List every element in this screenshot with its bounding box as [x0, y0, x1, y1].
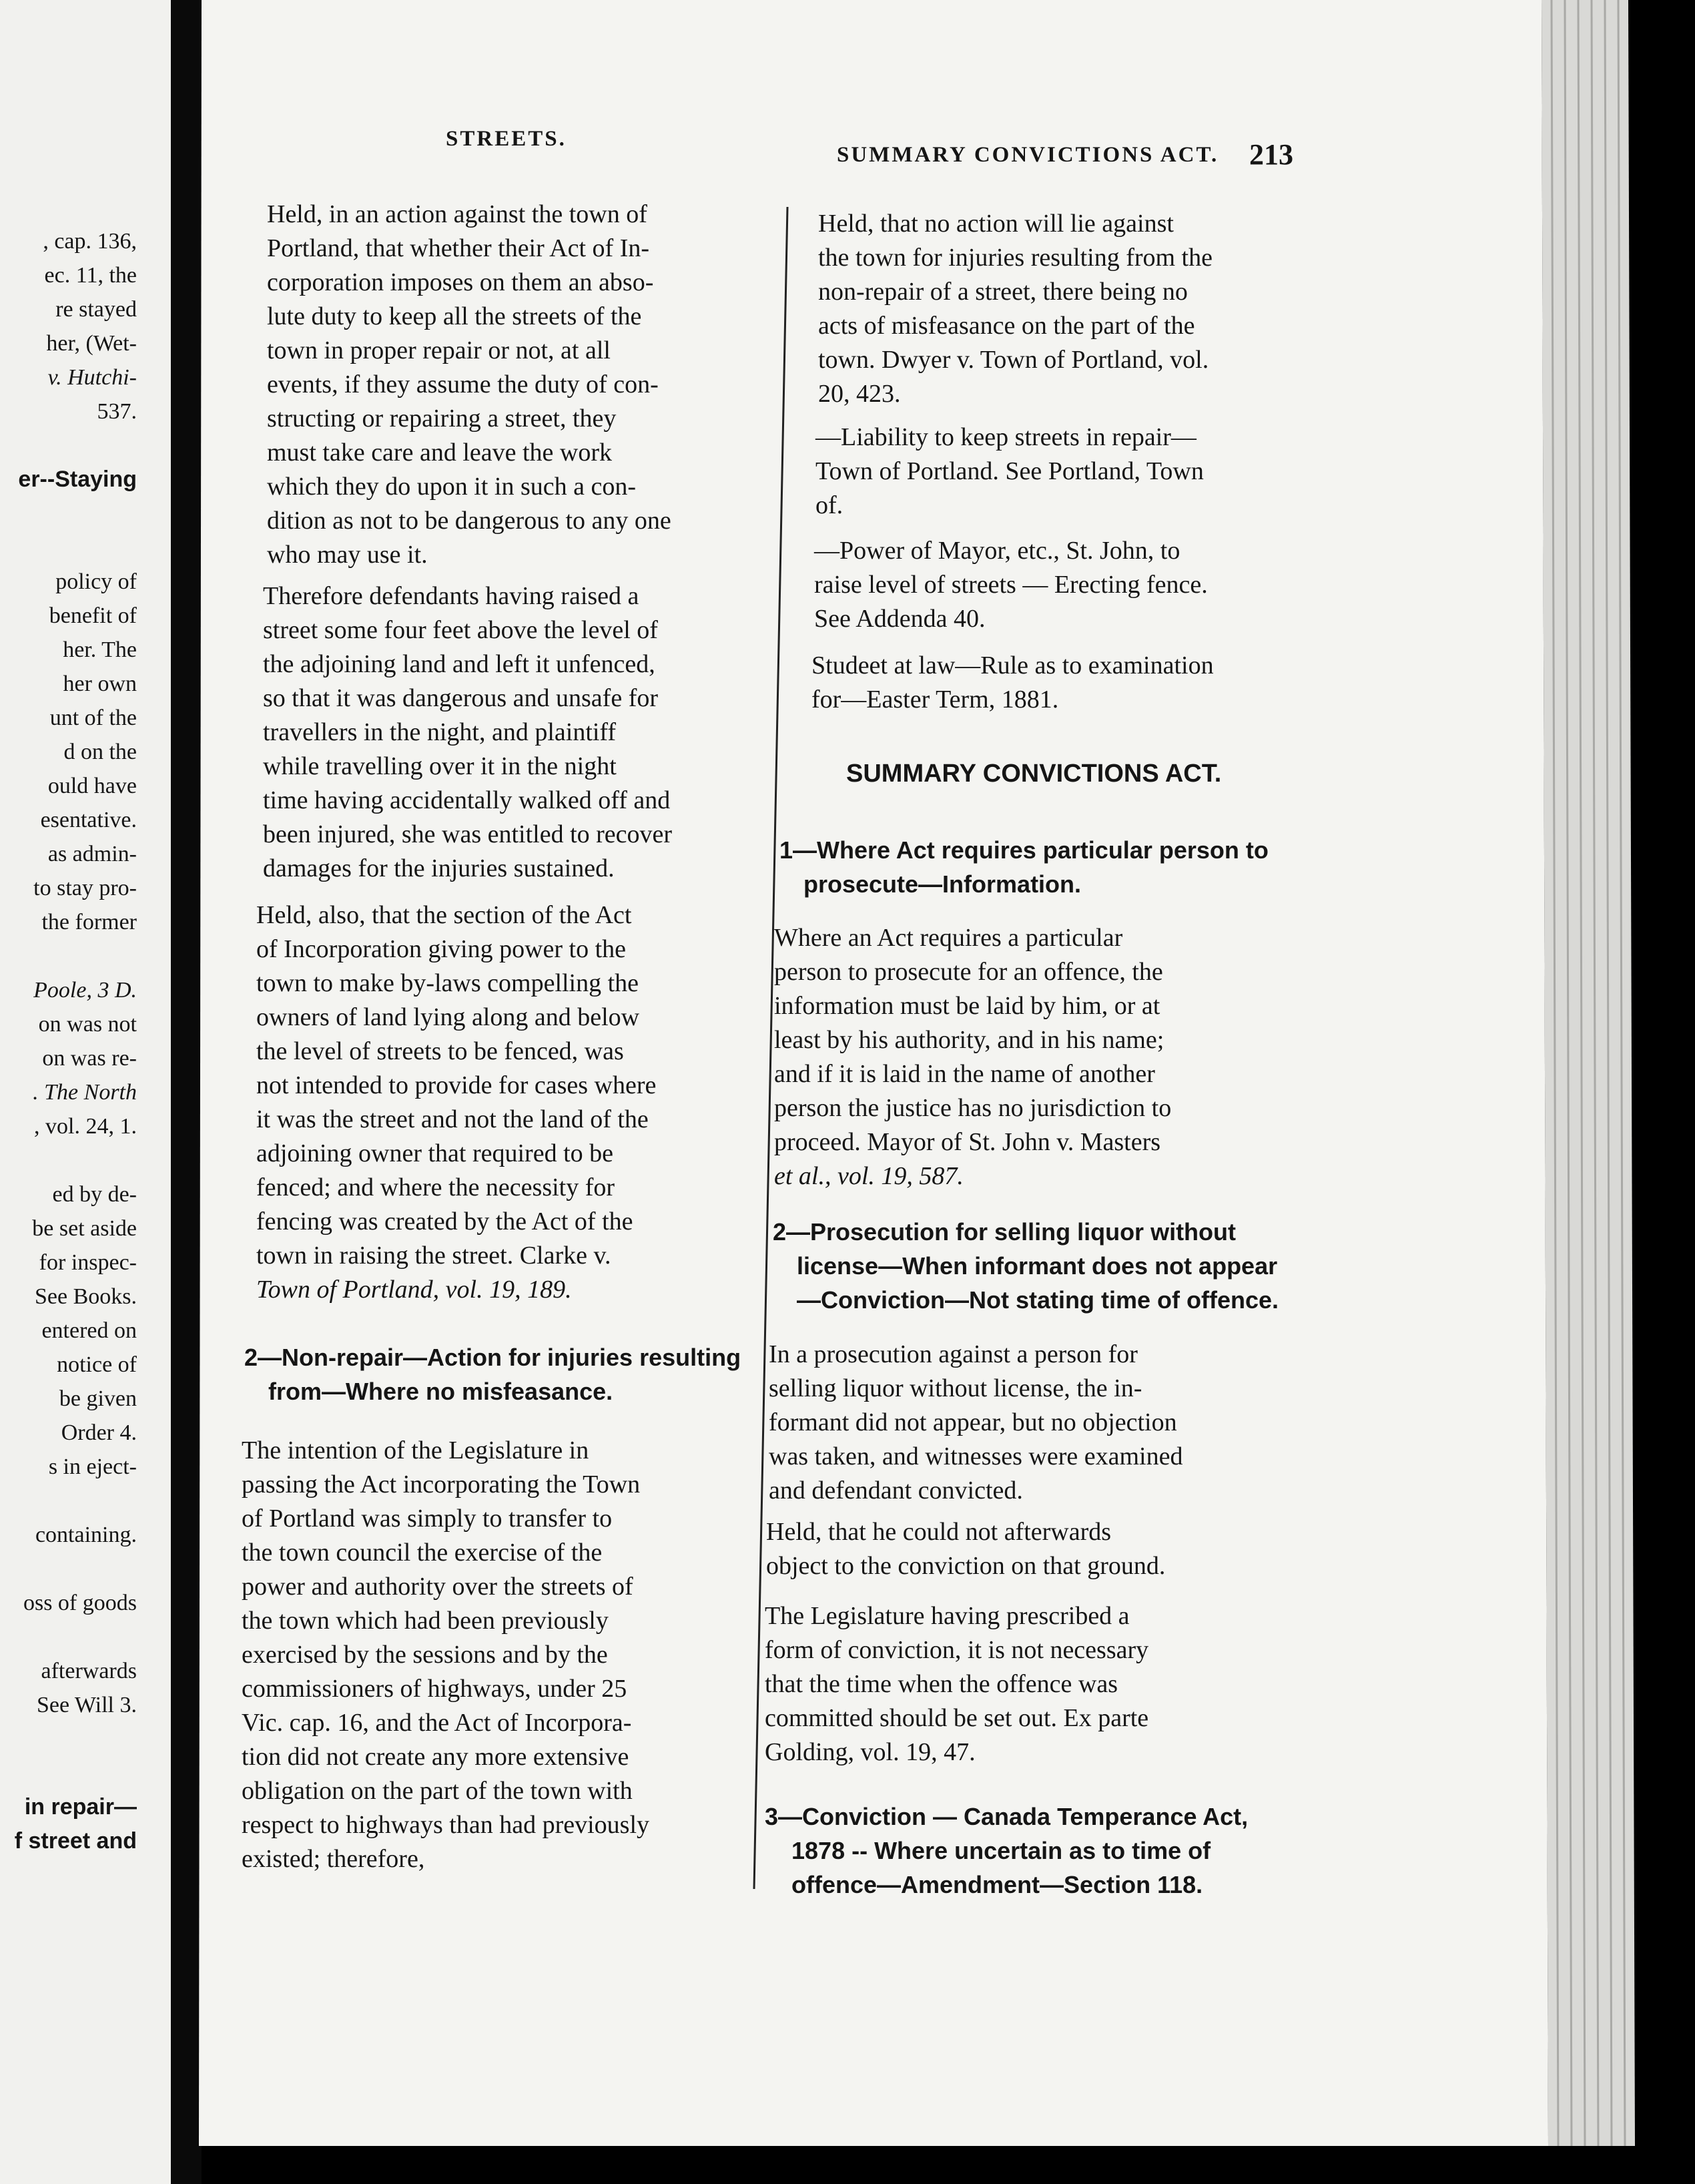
- text-line: corporation imposes on them an abso-: [267, 268, 654, 296]
- text-line: existed; therefore,: [242, 1845, 425, 1873]
- text-line: Held, also, that the section of the Act: [256, 901, 632, 929]
- right-para-p4: [765, 1599, 1148, 1769]
- text-line: town. Dwyer v. Town of Portland, vol.: [818, 346, 1209, 374]
- heading-line: 2—Non-repair—Action for injuries resulting: [244, 1344, 741, 1371]
- text-line: The intention of the Legislature in: [242, 1436, 589, 1464]
- left-column-heading-2: [244, 1340, 741, 1408]
- left-fragment-line: v. Hutchi-: [47, 365, 137, 390]
- left-fragment-line: for inspec-: [39, 1250, 137, 1275]
- text-line: and defendant convicted.: [769, 1476, 1023, 1505]
- text-line: street some four feet above the level of: [263, 616, 658, 644]
- right-para-p3: [766, 1515, 1165, 1583]
- left-fragment-line: , cap. 136,: [43, 229, 137, 254]
- text-line: —Power of Mayor, etc., St. John, to: [814, 537, 1180, 565]
- text-line: —Liability to keep streets in repair—: [815, 423, 1197, 451]
- text-line: it was the street and not the land of the: [256, 1105, 649, 1133]
- text-line: et al., vol. 19, 587.: [774, 1162, 964, 1190]
- text-line: acts of misfeasance on the part of the: [818, 312, 1195, 340]
- left-fragment-line: on was not: [38, 1012, 137, 1037]
- text-line: form of conviction, it is not necessary: [765, 1636, 1149, 1664]
- left-page-fragment: [0, 224, 137, 1858]
- text-line: for—Easter Term, 1881.: [811, 686, 1059, 714]
- text-line: time having accidentally walked off and: [263, 786, 671, 814]
- left-fragment-line: containing.: [35, 1523, 137, 1547]
- running-head-left: STREETS.: [446, 127, 567, 151]
- text-line: Town of Portland. See Portland, Town: [815, 457, 1204, 485]
- text-line: In a prosecution against a person for: [769, 1340, 1138, 1368]
- text-line: exercised by the sessions and by the: [242, 1641, 608, 1669]
- text-line: lute duty to keep all the streets of the: [267, 302, 642, 330]
- text-line: town in raising the street. Clarke v.: [256, 1242, 611, 1270]
- text-line: formant did not appear, but no objection: [769, 1408, 1177, 1436]
- text-line: least by his authority, and in his name;: [774, 1026, 1164, 1054]
- text-line: travellers in the night, and plaintiff: [263, 718, 617, 746]
- right-column-para3: [814, 534, 1208, 636]
- heading-line: from—Where no misfeasance.: [268, 1378, 613, 1405]
- left-fragment-line: s in eject-: [48, 1454, 137, 1479]
- text-line: 20, 423.: [818, 380, 901, 408]
- text-line: owners of land lying along and below: [256, 1003, 640, 1031]
- right-heading-3: [765, 1800, 1248, 1902]
- left-fragment-line: [0, 497, 137, 531]
- left-fragment-line: her own: [63, 671, 137, 696]
- text-line: Golding, vol. 19, 47.: [765, 1738, 976, 1766]
- text-line: so that it was dangerous and unsafe for: [263, 684, 659, 712]
- left-fragment-line: [0, 1620, 137, 1654]
- left-fragment-line: [0, 1143, 137, 1177]
- text-line: the level of streets to be fenced, was: [256, 1037, 624, 1065]
- text-line: which they do upon it in such a con-: [267, 473, 637, 501]
- section-title: SUMMARY CONVICTIONS ACT.: [846, 760, 1222, 788]
- text-line: adjoining owner that required to be: [256, 1139, 614, 1167]
- right-para-p1: [774, 921, 1171, 1193]
- text-line: of Portland was simply to transfer to: [242, 1505, 613, 1533]
- left-fragment-line: f street and: [14, 1828, 137, 1854]
- text-line: tion did not create any more extensive: [242, 1743, 629, 1771]
- left-fragment-line: entered on: [41, 1318, 137, 1343]
- left-fragment-line: Poole, 3 D.: [33, 978, 137, 1003]
- text-line: must take care and leave the work: [267, 439, 612, 467]
- text-line: structing or repairing a street, they: [267, 404, 617, 433]
- left-column-para2: [263, 579, 672, 886]
- text-line: person the justice has no jurisdiction to: [774, 1094, 1172, 1122]
- gutter-shadow: [171, 0, 202, 2184]
- left-fragment-line: the former: [41, 910, 137, 934]
- right-heading-1: [779, 833, 1269, 901]
- text-line: commissioners of highways, under 25: [242, 1675, 627, 1703]
- text-line: who may use it.: [267, 541, 428, 569]
- text-line: Portland, that whether their Act of In-: [267, 234, 650, 262]
- text-line: information must be laid by him, or at: [774, 992, 1160, 1020]
- text-line: obligation on the part of the town with: [242, 1777, 633, 1805]
- left-fragment-line: her, (Wet-: [46, 331, 137, 356]
- left-fragment-line: on was re-: [42, 1046, 137, 1071]
- left-column-para1: [267, 198, 671, 572]
- text-line: Where an Act requires a particular: [774, 924, 1123, 952]
- text-line: town to make by-laws compelling the: [256, 969, 639, 997]
- text-line: power and authority over the streets of: [242, 1573, 633, 1601]
- right-column-para2: [815, 421, 1204, 523]
- text-line: the town council the exercise of the: [242, 1539, 603, 1567]
- text-line: fenced; and where the necessity for: [256, 1173, 615, 1201]
- left-fragment-line: as admin-: [47, 842, 137, 866]
- text-line: fencing was created by the Act of the: [256, 1207, 633, 1236]
- left-fragment-line: er--Staying: [18, 467, 137, 492]
- left-fragment-line: afterwards: [41, 1659, 137, 1683]
- left-fragment-line: [0, 1552, 137, 1586]
- left-fragment-line: [0, 429, 137, 463]
- text-line: Studeet at law—Rule as to examination: [811, 651, 1214, 679]
- text-line: passing the Act incorporating the Town: [242, 1470, 641, 1498]
- left-fragment-line: Order 4.: [61, 1420, 137, 1445]
- text-line: See Addenda 40.: [814, 605, 986, 633]
- text-line: town in proper repair or not, at all: [267, 336, 611, 364]
- left-fragment-line: , vol. 24, 1.: [34, 1114, 137, 1139]
- left-fragment-line: . The North: [33, 1080, 137, 1105]
- left-column-para3: [256, 898, 656, 1307]
- left-column-para4: [242, 1434, 649, 1876]
- text-line: Held, that he could not afterwards: [766, 1518, 1112, 1546]
- text-line: was taken, and witnesses were examined: [769, 1442, 1183, 1470]
- text-line: non-repair of a street, there being no: [818, 278, 1188, 306]
- left-fragment-line: See Will 3.: [36, 1693, 137, 1717]
- left-fragment-line: benefit of: [49, 603, 137, 628]
- page-number: 213: [1249, 138, 1293, 171]
- text-line: and if it is laid in the name of another: [774, 1060, 1155, 1088]
- heading-line: license—When informant does not appear: [797, 1252, 1278, 1280]
- text-line: person to prosecute for an offence, the: [774, 958, 1163, 986]
- left-fragment-line: be set aside: [32, 1216, 137, 1241]
- text-line: committed should be set out. Ex parte: [765, 1704, 1149, 1732]
- heading-line: 1—Where Act requires particular person to: [779, 836, 1269, 864]
- heading-line: —Conviction—Not stating time of offence.: [797, 1286, 1279, 1314]
- text-line: proceed. Mayor of St. John v. Masters: [774, 1128, 1161, 1156]
- left-fragment-line: unt of the: [49, 706, 137, 730]
- right-column-studeet: [811, 649, 1214, 717]
- text-line: not intended to provide for cases where: [256, 1071, 657, 1099]
- text-line: events, if they assume the duty of con-: [267, 370, 659, 398]
- left-fragment-line: [0, 1756, 137, 1790]
- text-line: Therefore defendants having raised a: [263, 582, 639, 610]
- left-fragment-line: to stay pro-: [33, 876, 137, 900]
- left-fragment-line: be given: [59, 1386, 137, 1411]
- text-line: Town of Portland, vol. 19, 189.: [256, 1276, 572, 1304]
- left-fragment-line: re stayed: [55, 297, 137, 322]
- right-para-p2: [769, 1338, 1182, 1508]
- text-line: damages for the injuries sustained.: [263, 854, 615, 882]
- text-line: the adjoining land and left it unfenced,: [263, 650, 655, 678]
- text-line: The Legislature having prescribed a: [765, 1602, 1130, 1630]
- text-line: Held, that no action will lie against: [818, 210, 1174, 238]
- text-line: that the time when the offence was: [765, 1670, 1118, 1698]
- text-line: the town for injuries resulting from the: [818, 244, 1213, 272]
- left-fragment-line: 537.: [97, 399, 137, 424]
- left-fragment-line: [0, 531, 137, 565]
- text-line: selling liquor without license, the in-: [769, 1374, 1142, 1402]
- left-fragment-line: in repair—: [24, 1794, 137, 1820]
- right-column-para1: [818, 207, 1213, 411]
- left-fragment-line: [0, 939, 137, 973]
- heading-line: 2—Prosecution for selling liquor without: [773, 1218, 1237, 1246]
- text-line: Vic. cap. 16, and the Act of Incorpora-: [242, 1709, 632, 1737]
- left-fragment-line: See Books.: [35, 1284, 137, 1309]
- text-line: object to the conviction on that ground.: [766, 1552, 1166, 1580]
- left-fragment-line: ec. 11, the: [44, 263, 137, 288]
- heading-line: offence—Amendment—Section 118.: [791, 1871, 1203, 1898]
- text-line: respect to highways than had previously: [242, 1811, 650, 1839]
- left-fragment-line: notice of: [57, 1352, 137, 1377]
- running-head-right: SUMMARY CONVICTIONS ACT.: [837, 143, 1219, 167]
- text-line: of Incorporation giving power to the: [256, 935, 627, 963]
- left-fragment-line: esentative.: [40, 808, 137, 832]
- text-line: dition as not to be dangerous to any one: [267, 507, 671, 535]
- right-heading-2: [773, 1215, 1279, 1317]
- heading-line: prosecute—Information.: [803, 870, 1082, 898]
- left-fragment-line: d on the: [63, 740, 137, 764]
- left-fragment-line: policy of: [55, 569, 137, 594]
- left-fragment-line: ed by de-: [52, 1182, 137, 1207]
- text-line: while travelling over it in the night: [263, 752, 617, 780]
- left-fragment-line: [0, 1484, 137, 1518]
- text-line: been injured, she was entitled to recover: [263, 820, 673, 848]
- text-line: Held, in an action against the town of: [267, 200, 647, 228]
- text-line: of.: [815, 491, 843, 519]
- left-fragment-line: ould have: [47, 774, 137, 798]
- text-line: the town which had been previously: [242, 1607, 609, 1635]
- left-fragment-line: oss of goods: [23, 1591, 137, 1615]
- left-fragment-line: her. The: [63, 637, 137, 662]
- heading-line: 1878 -- Where uncertain as to time of: [791, 1837, 1211, 1864]
- left-fragment-line: [0, 1722, 137, 1756]
- text-line: raise level of streets — Erecting fence.: [814, 571, 1208, 599]
- heading-line: 3—Conviction — Canada Temperance Act,: [765, 1803, 1249, 1830]
